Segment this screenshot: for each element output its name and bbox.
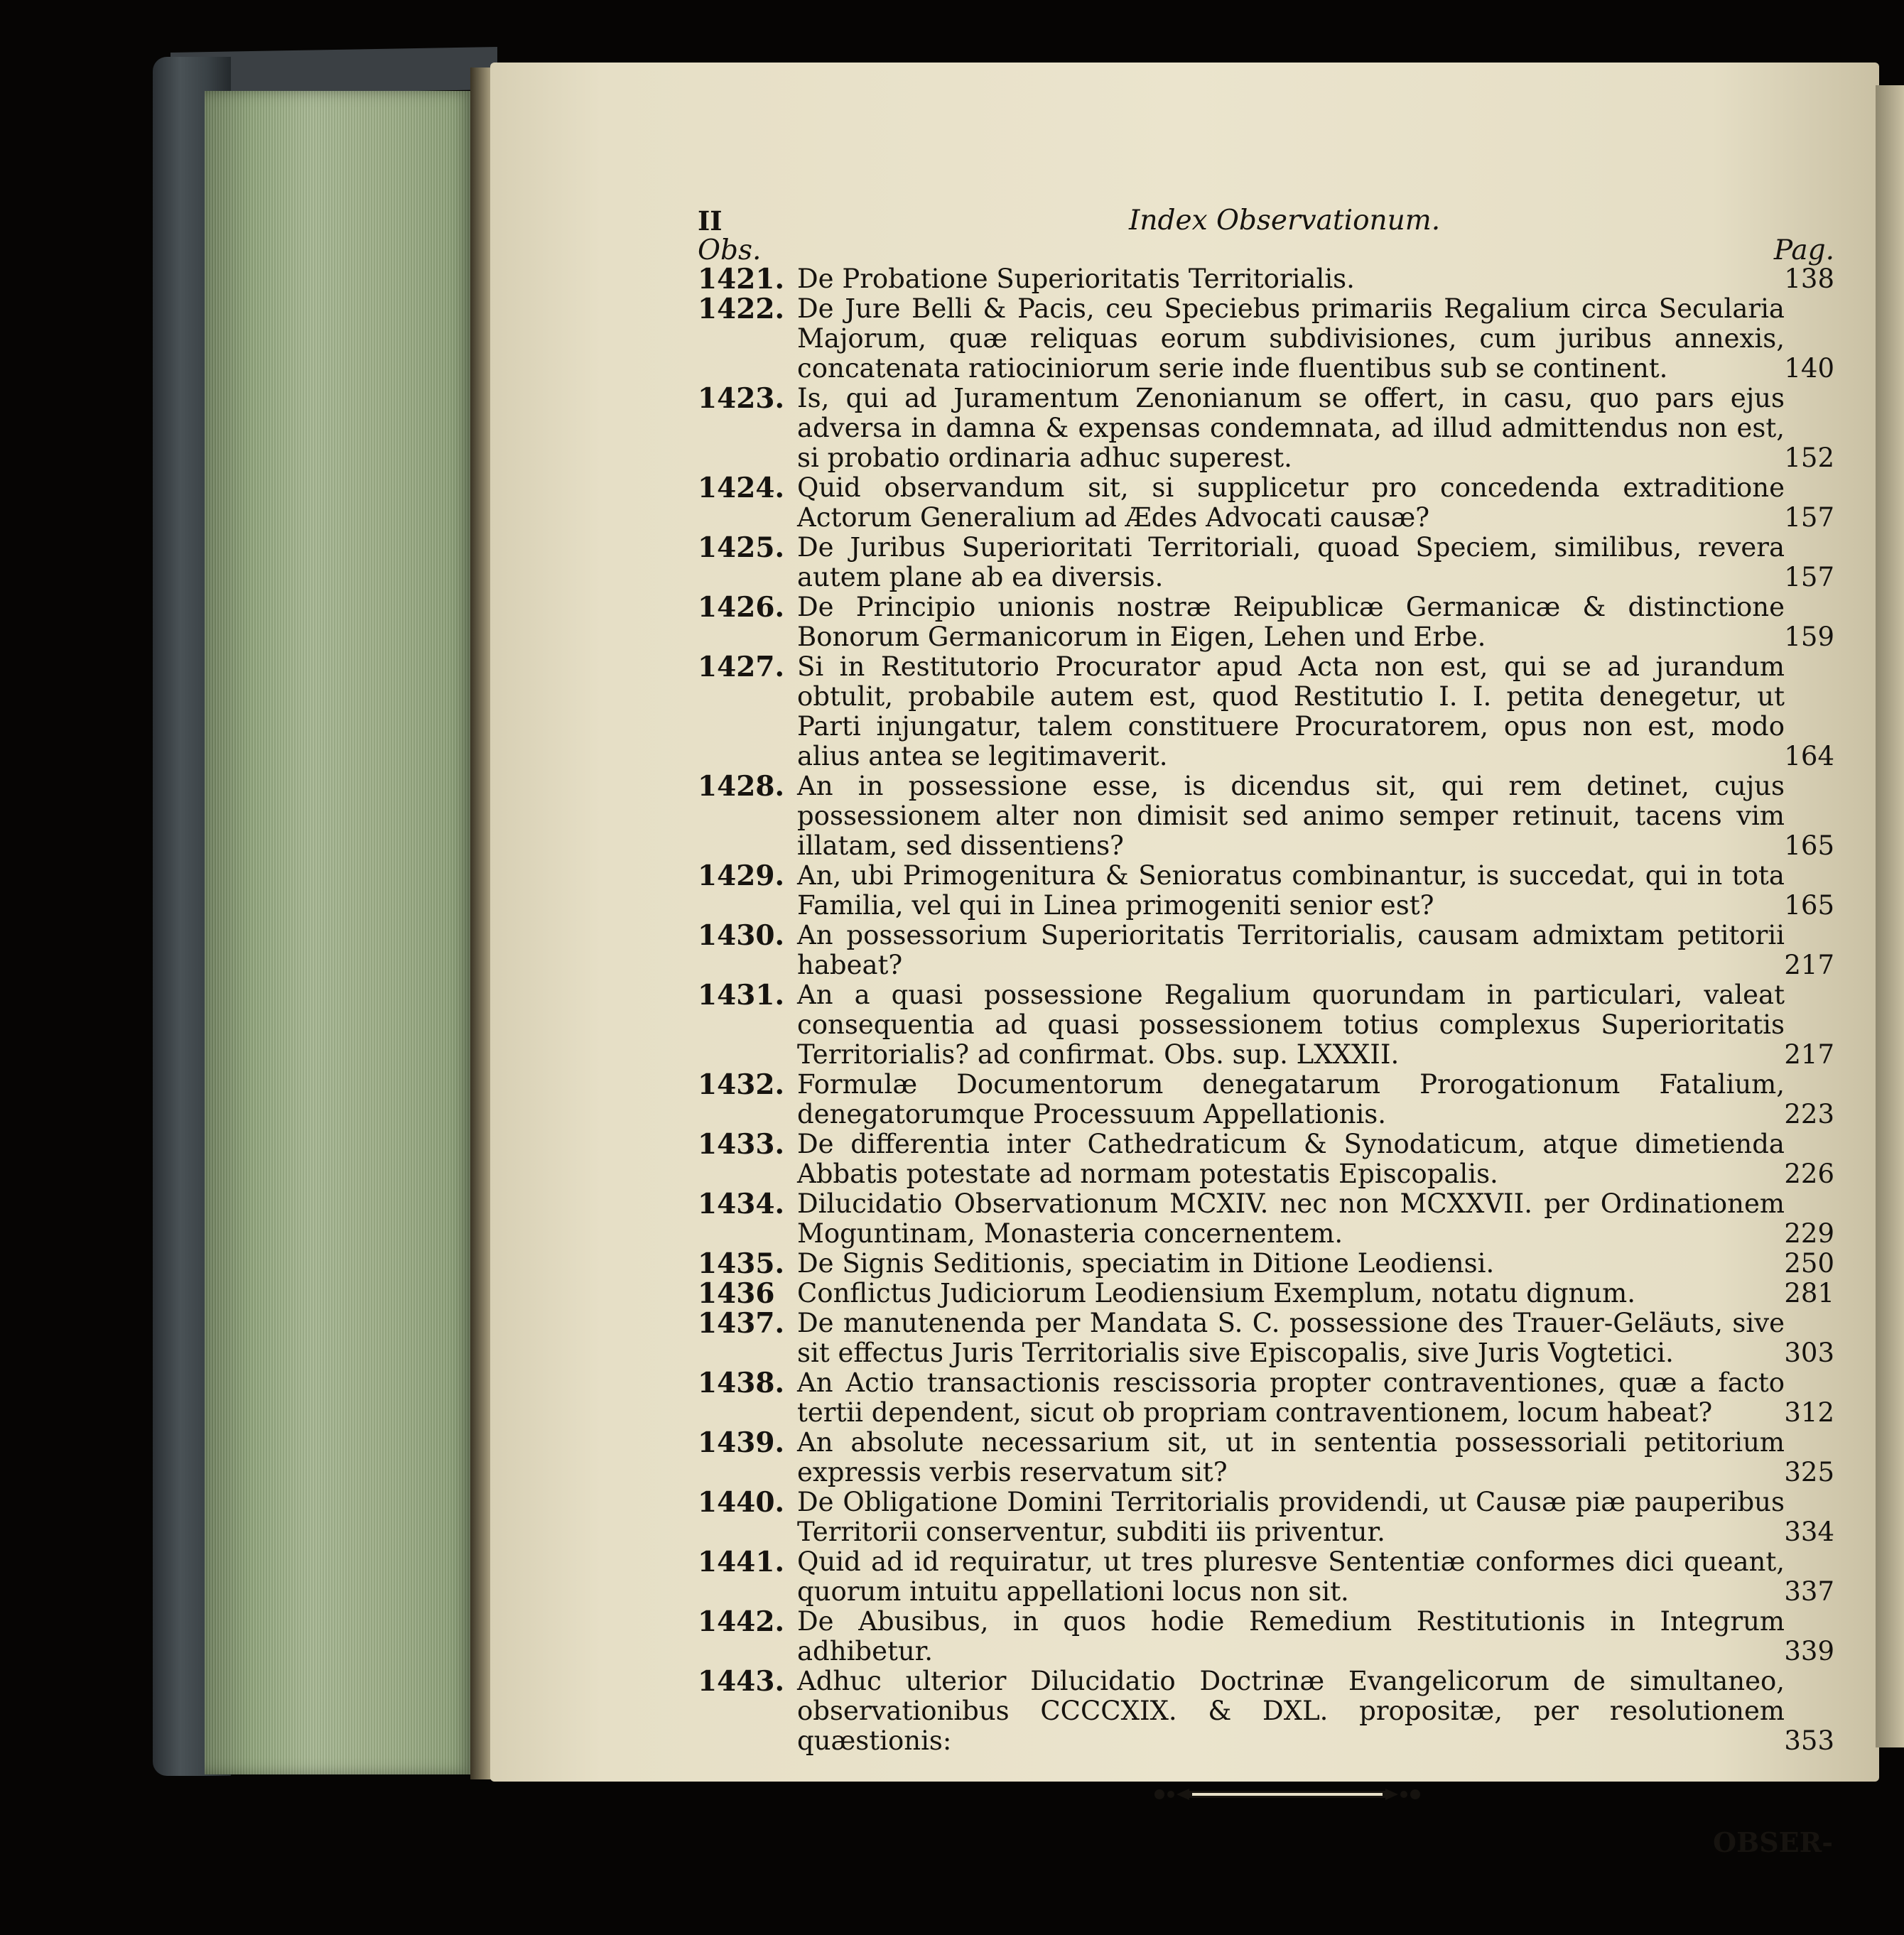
entry-number: 1423. (698, 382, 785, 415)
index-entry (698, 1487, 1834, 1547)
column-heading-obs: Obs. (698, 234, 762, 266)
entry-title: Dilucidatio Observationum MCXIV. nec non MCXXVII. per Ordinationem Moguntinam, Monasteria concernentem. (797, 1188, 1785, 1249)
index-entry (698, 264, 1834, 294)
entry-number: 1428. (698, 770, 785, 803)
entry-page: 165 (1784, 830, 1834, 861)
index-entry (698, 1428, 1834, 1487)
entry-title: An possessorium Superioritatis Territorialis, causam admixtam petitorii habeat? (797, 920, 1785, 980)
entry-number: 1422. (698, 293, 785, 325)
index-entry (698, 1070, 1834, 1129)
entry-number: 1425. (698, 531, 785, 564)
entry-page: 339 (1784, 1636, 1834, 1666)
running-title: Index Observationum. (1129, 205, 1441, 237)
entry-page: 223 (1784, 1099, 1834, 1129)
index-entry (698, 980, 1834, 1070)
entry-number: 1426. (698, 591, 785, 624)
entry-title: De Signis Seditionis, speciatim in Ditione Leodiensi. (797, 1248, 1495, 1279)
facing-page-edge (1876, 85, 1904, 1747)
entry-title: Adhuc ulterior Dilucidatio Doctrinæ Evangelicorum de simultaneo, observationibus CCCCXIX. & DXL. propositæ, per resolutionem quæstionis: (797, 1666, 1785, 1756)
entry-number: 1421. (698, 263, 785, 296)
entry-number: 1424. (698, 472, 785, 504)
entry-page: 138 (1784, 264, 1834, 294)
entry-page: 152 (1784, 443, 1834, 473)
entry-page: 217 (1784, 1039, 1834, 1070)
entry-page: 312 (1784, 1397, 1834, 1428)
entry-title: De manutenenda per Mandata S. C. possessione des Trauer-Geläuts, sive sit effectus Juris Territorialis sive Episcopalis, sive Juris Vogtetici. (797, 1308, 1785, 1368)
entry-number: 1440. (698, 1486, 785, 1519)
entry-page: 157 (1784, 562, 1834, 592)
entry-page: 164 (1784, 741, 1834, 771)
entry-title: An Actio transactionis rescissoria propter contraventiones, quæ a facto tertii dependent, sicut ob propriam contraventionem, locum habeat? (797, 1367, 1785, 1428)
index-entry (698, 1368, 1834, 1428)
entry-page: 157 (1784, 502, 1834, 533)
entry-title: Quid observandum sit, si supplicetur pro concedenda extraditione Actorum Generalium ad Ædes Advocati causæ? (797, 472, 1785, 533)
index-entry (698, 861, 1834, 921)
entry-title: Is, qui ad Juramentum Zenonianum se offert, in casu, quo pars ejus adversa in damna & expensas condemnata, ad illud admittendus non est, si probatio ordinaria adhuc superest. (797, 383, 1785, 473)
index-entry (698, 921, 1834, 980)
entry-number: 1433. (698, 1128, 785, 1161)
entry-title: De differentia inter Cathedraticum & Synodaticum, atque dimetienda Abbatis potestate ad normam potestatis Episcopalis. (797, 1129, 1785, 1189)
entry-number: 1431. (698, 979, 785, 1012)
entry-number: 1430. (698, 919, 785, 952)
entry-page: 353 (1784, 1725, 1834, 1756)
entry-title: De Principio unionis nostræ Reipublicæ Germanicæ & distinctione Bonorum Germanicorum in Eigen, Lehen und Erbe. (797, 592, 1785, 652)
index-entry (698, 1279, 1834, 1308)
index-entry (698, 1308, 1834, 1368)
entry-title: De Abusibus, in quos hodie Remedium Restitutionis in Integrum adhibetur. (797, 1606, 1785, 1666)
index-entry (698, 384, 1834, 473)
entry-number: 1427. (698, 651, 785, 683)
page-header (698, 206, 1834, 236)
entry-page: 165 (1784, 890, 1834, 921)
index-entries (698, 264, 1834, 1756)
entry-number: 1439. (698, 1426, 785, 1459)
entry-page: 250 (1784, 1248, 1834, 1279)
column-headings (698, 236, 1834, 264)
index-entry (698, 652, 1834, 771)
entry-title: An a quasi possessione Regalium quorundam in particulari, valeat consequentia ad quasi possessionem totius complexus Superioritatis Territorialis? ad confirmat. Obs. sup. LXXXII. (797, 980, 1785, 1070)
entry-page: 217 (1784, 950, 1834, 980)
entry-page: 325 (1784, 1457, 1834, 1487)
entry-page: 226 (1784, 1159, 1834, 1189)
entry-title: An in possessione esse, is dicendus sit, qui rem detinet, cujus possessionem alter non dimisit sed animo semper retinuit, tacens vim illatam, sed dissentiens? (797, 771, 1785, 861)
entry-number: 1436 (698, 1277, 775, 1310)
entry-title: Formulæ Documentorum denegatarum Prorogationum Fatalium, denegatorumque Processuum Appellationis. (797, 1069, 1785, 1129)
entry-number: 1435. (698, 1247, 785, 1280)
entry-page: 140 (1784, 353, 1834, 384)
index-entry (698, 592, 1834, 652)
entry-number: 1443. (698, 1665, 785, 1698)
entry-page: 281 (1784, 1278, 1834, 1308)
entry-title: An, ubi Primogenitura & Senioratus combinantur, is succedat, qui in tota Familia, vel qui in Linea primogeniti senior est? (797, 860, 1785, 921)
entry-number: 1441. (698, 1546, 785, 1578)
index-entry (698, 1129, 1834, 1189)
page-edges (205, 91, 473, 1774)
ornament-rule-icon (1152, 1780, 1422, 1809)
entry-title: Si in Restitutorio Procurator apud Acta non est, qui se ad jurandum obtulit, probabile autem est, quod Restitutio I. I. petita denegetur, ut Parti injungatur, talem constituere Procuratorem, opus non est, modo alius antea se legitimaverit. (797, 651, 1785, 771)
entry-title: De Obligatione Domini Territorialis providendi, ut Causæ piæ pauperibus Territorii conserventur, subditi iis priventur. (797, 1487, 1785, 1547)
page-text (698, 206, 1834, 1858)
entry-number: 1429. (698, 860, 785, 892)
index-entry (698, 1607, 1834, 1666)
entry-title: De Jure Belli & Pacis, ceu Speciebus primariis Regalium circa Secularia Majorum, quæ reliquas eorum subdivisiones, cum juribus annexis, concatenata ratiociniorum serie inde fluentibus sub se continent. (797, 293, 1785, 384)
index-entry (698, 294, 1834, 384)
index-entry (698, 1547, 1834, 1607)
index-entry (698, 771, 1834, 861)
index-entry (698, 533, 1834, 592)
column-heading-pag: Pag. (1773, 234, 1834, 266)
entry-page: 337 (1784, 1576, 1834, 1607)
entry-number: 1442. (698, 1605, 785, 1638)
index-entry (698, 1189, 1834, 1249)
entry-page: 334 (1784, 1517, 1834, 1547)
index-entry (698, 473, 1834, 533)
entry-title: Quid ad id requiratur, ut tres pluresve Sententiæ conformes dici queant, quorum intuitu appellationi locus non sit. (797, 1546, 1785, 1607)
entry-title: De Juribus Superioritati Territoriali, quoad Speciem, similibus, revera autem plane ab ea diversis. (797, 532, 1785, 592)
entry-number: 1437. (698, 1307, 785, 1340)
entry-page: 159 (1784, 622, 1834, 652)
page-number: II (698, 205, 723, 237)
entry-title: An absolute necessarium sit, ut in sententia possessoriali petitorium expressis verbis reservatum sit? (797, 1427, 1785, 1487)
entry-page: 303 (1784, 1338, 1834, 1368)
entry-page: 229 (1784, 1218, 1834, 1249)
entry-number: 1438. (698, 1367, 785, 1399)
catchword: OBSER- (1713, 1826, 1833, 1858)
entry-number: 1432. (698, 1068, 785, 1101)
index-entry (698, 1666, 1834, 1756)
entry-title: De Probatione Superioritatis Territorialis. (797, 264, 1355, 294)
index-entry (698, 1249, 1834, 1279)
entry-title: Conflictus Judiciorum Leodiensium Exemplum, notatu dignum. (797, 1278, 1635, 1308)
entry-number: 1434. (698, 1188, 785, 1220)
